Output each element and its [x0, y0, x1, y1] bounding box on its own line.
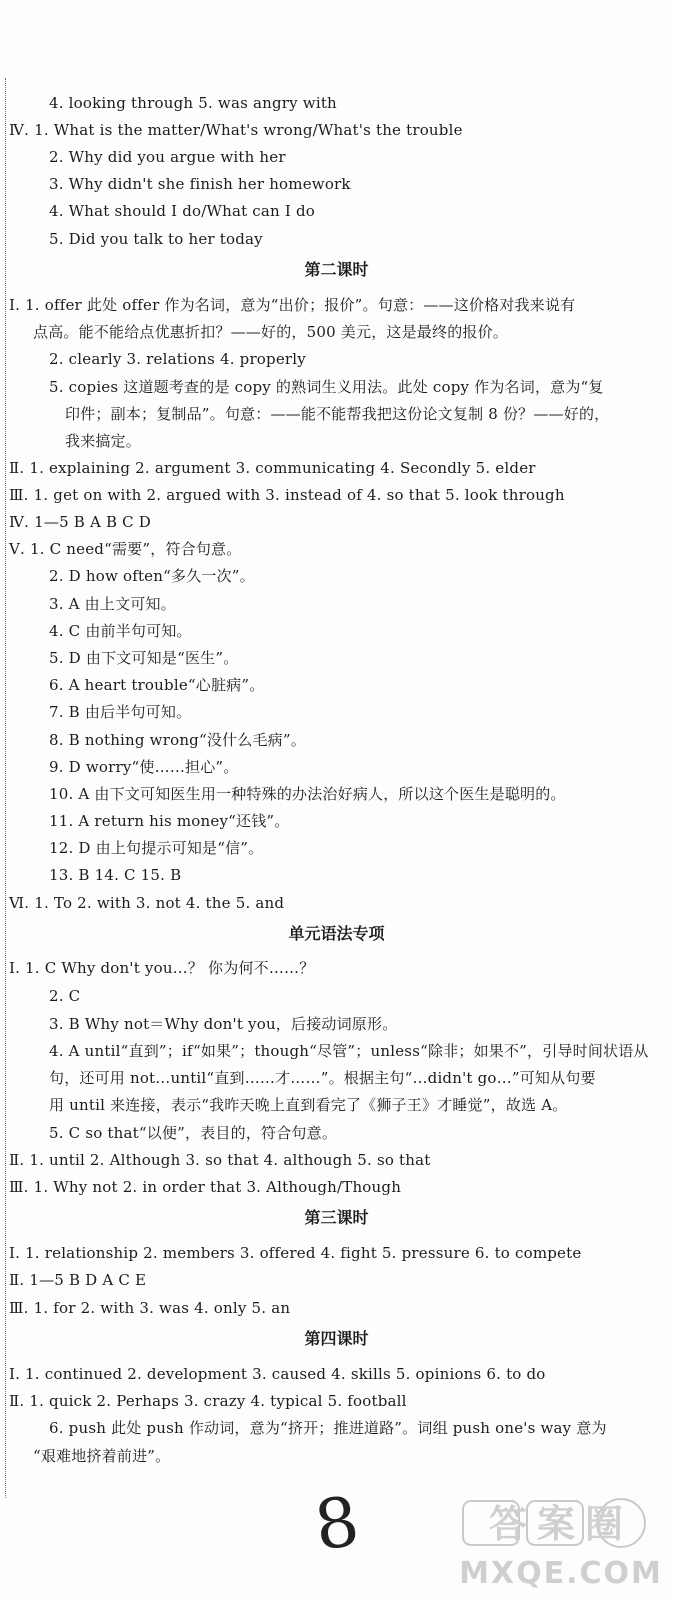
answer-line: [0, 172, 673, 196]
answer-line-text: 用 until 来连接，表示“我昨天晚上直到看完了《狮子王》才睡觉”，故选 A。: [49, 1096, 568, 1114]
handwritten-page-number: 8: [310, 1482, 364, 1567]
answer-line-text: 10. A 由下文可知医生用一种特殊的办法治好病人，所以这个医生是聪明的。: [49, 785, 566, 803]
answer-line: [0, 1039, 673, 1063]
answer-line: [0, 510, 673, 534]
answer-line: [0, 728, 673, 752]
answer-line: [0, 483, 673, 507]
answer-line-text: 6. A heart trouble“心脏病”。: [49, 676, 265, 694]
answer-line-text: Ⅲ. 1. get on with 2. argued with 3. instead of 4. so that 5. look through: [9, 486, 565, 504]
answer-line: [0, 91, 673, 115]
answer-line: [0, 782, 673, 806]
answer-line: [0, 375, 673, 399]
answer-line-text: 4. C 由前半句可知。: [49, 622, 192, 640]
watermark-logo: [455, 1495, 667, 1595]
answer-line: [0, 809, 673, 833]
answer-line-text: 8. B nothing wrong“没什么毛病”。: [49, 731, 306, 749]
answer-line-text: Ⅵ. 1. To 2. with 3. not 4. the 5. and: [9, 894, 285, 912]
answer-line: [0, 456, 673, 480]
answer-line-text: 5. C so that“以便”，表目的，符合句意。: [49, 1124, 338, 1142]
answer-line: [0, 1416, 673, 1440]
answer-line-text: 13. B 14. C 15. B: [49, 866, 182, 884]
answer-line-text: Ⅳ. 1—5 B A B C D: [9, 513, 152, 531]
answer-line-text: Ⅰ. 1. offer 此处 offer 作为名词，意为“出价；报价”。句意：——这价格对我来说有: [9, 296, 576, 314]
answer-line: [0, 537, 673, 561]
answer-line-text: 7. B 由后半句可知。: [49, 703, 192, 721]
answer-line-text: Ⅱ. 1. until 2. Although 3. so that 4. although 5. so that: [9, 1151, 431, 1169]
answer-line-text: 点高。能不能给点优惠折扣？——好的，500 美元，这是最终的报价。: [33, 323, 509, 341]
section-heading: 第四课时: [304, 1329, 369, 1348]
answer-line-text: 5. Did you talk to her today: [49, 230, 263, 248]
answer-line-text: Ⅴ. 1. C need“需要”，符合句意。: [9, 540, 242, 558]
answer-line: [0, 1121, 673, 1145]
answer-line-text: 3. Why didn't she finish her homework: [49, 175, 351, 193]
answer-line: [0, 145, 673, 169]
answer-line: [0, 402, 673, 426]
answer-line-text: 我来搞定。: [65, 432, 142, 450]
answer-line: [0, 836, 673, 860]
answer-line: [0, 227, 673, 251]
answer-line: [0, 673, 673, 697]
answer-line-text: 5. D 由下文可知是“医生”。: [49, 649, 239, 667]
answer-line: [0, 592, 673, 616]
answer-line-text: 2. Why did you argue with her: [49, 148, 286, 166]
answer-line-text: Ⅰ. 1. continued 2. development 3. caused 4. skills 5. opinions 6. to do: [9, 1365, 546, 1383]
answer-line-text: 2. clearly 3. relations 4. properly: [49, 350, 306, 368]
answer-line-text: 句，还可用 not…until“直到……才……”。根据主句“…didn't go…”可知从句要: [49, 1069, 596, 1087]
answer-line-text: 印件；副本；复制品”。句意：——能不能帮我把这份论文复制 8 份？——好的，: [65, 405, 610, 423]
watermark-text-cn: 答案圈: [488, 1502, 634, 1546]
answer-line-text: 12. D 由上句提示可知是“信”。: [49, 839, 264, 857]
answer-line-text: 9. D worry“使……担心”。: [49, 758, 239, 776]
answer-line-text: Ⅱ. 1—5 B D A C E: [9, 1271, 147, 1289]
answer-line: [0, 293, 673, 317]
answer-line-text: Ⅰ. 1. C Why don't you…？ 你为何不……？: [9, 959, 315, 977]
answer-line-text: 6. push 此处 push 作动词，意为“挤开；推进道路”。词组 push one's way 意为: [49, 1419, 607, 1437]
answer-line: [0, 320, 673, 344]
watermark-text-url: MXQE.COM: [459, 1556, 663, 1591]
answer-line-text: Ⅲ. 1. for 2. with 3. was 4. only 5. an: [9, 1299, 291, 1317]
answer-line: [0, 984, 673, 1008]
answer-line: [0, 1093, 673, 1117]
answer-line: [0, 646, 673, 670]
answer-line: [0, 1148, 673, 1172]
answer-line-text: 3. B Why not＝Why don't you，后接动词原形。: [49, 1015, 398, 1033]
answer-line: [0, 891, 673, 915]
answer-line-text: Ⅱ. 1. explaining 2. argument 3. communicating 4. Secondly 5. elder: [9, 459, 536, 477]
answer-line: [0, 429, 673, 453]
answer-line-text: “艰难地挤着前进”。: [33, 1447, 171, 1465]
answer-line: [0, 1362, 673, 1386]
section-heading: 第三课时: [304, 1208, 369, 1227]
answer-line-text: 4. What should I do/What can I do: [49, 202, 316, 220]
answer-line: [0, 863, 673, 887]
answer-line: [0, 700, 673, 724]
answer-line: [0, 118, 673, 142]
answer-line: [0, 1444, 673, 1468]
answer-line: [0, 1175, 673, 1199]
answer-line-text: 11. A return his money“还钱”。: [49, 812, 290, 830]
answer-line-text: Ⅱ. 1. quick 2. Perhaps 3. crazy 4. typical 5. football: [9, 1392, 407, 1410]
answer-line: [0, 1066, 673, 1090]
answer-line-text: 5. copies 这道题考查的是 copy 的熟词生义用法。此处 copy 作为名词，意为“复: [49, 378, 604, 396]
answer-line-text: 2. D how often“多久一次”。: [49, 567, 255, 585]
answer-line-text: Ⅲ. 1. Why not 2. in order that 3. Although/Though: [9, 1178, 402, 1196]
answer-line-text: Ⅰ. 1. relationship 2. members 3. offered 4. fight 5. pressure 6. to compete: [9, 1244, 582, 1262]
answer-line: [0, 1268, 673, 1292]
answer-line-text: 4. looking through 5. was angry with: [49, 94, 337, 112]
section-heading: 单元语法专项: [288, 924, 385, 943]
answer-line-text: 2. C: [49, 987, 81, 1005]
answer-line: [0, 347, 673, 371]
answer-line: [0, 1296, 673, 1320]
section-heading: 第二课时: [304, 260, 369, 279]
answer-line: [0, 755, 673, 779]
answer-line: [0, 956, 673, 980]
answer-line: [0, 199, 673, 223]
answer-line: [0, 1241, 673, 1265]
answer-line: [0, 564, 673, 588]
answer-line: [0, 1012, 673, 1036]
answer-line-text: Ⅳ. 1. What is the matter/What's wrong/What's the trouble: [9, 121, 463, 139]
answer-line-text: 3. A 由上文可知。: [49, 595, 176, 613]
answer-line: [0, 1389, 673, 1413]
answer-line-text: 4. A until“直到”；if“如果”；though“尽管”；unless“除非；如果不”，引导时间状语从: [49, 1042, 649, 1060]
answer-line: [0, 619, 673, 643]
